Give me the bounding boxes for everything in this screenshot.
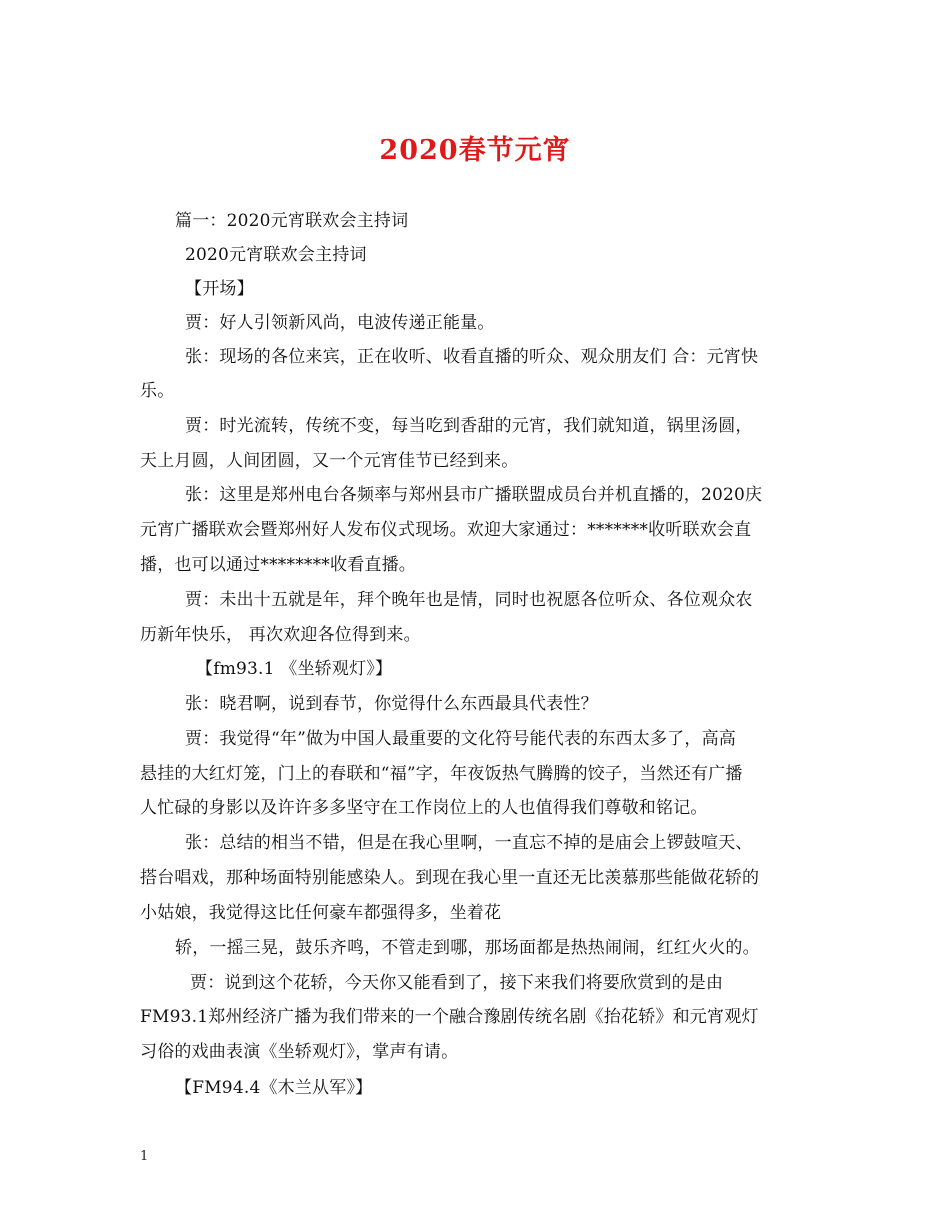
text-line: 小姑娘，我觉得这比任何豪车都强得多，坐着花	[140, 903, 502, 923]
page-number: 1	[140, 1149, 149, 1164]
text-line: 轿，一摇三晃，鼓乐齐鸣，不管走到哪，那场面都是热热闹闹，红红火火的。	[175, 938, 760, 958]
text-line: 贾：好人引领新风尚，电波传递正能量。	[185, 313, 495, 333]
text-line: 元宵广播联欢会暨郑州好人发布仪式现场。欢迎大家通过：*******收听联欢会直	[140, 520, 752, 540]
text-line: 习俗的戏曲表演《坐轿观灯》，掌声有请。	[140, 1042, 459, 1062]
text-line: 张：这里是郑州电台各频率与郑州县市广播联盟成员台并机直播的，2020庆	[185, 485, 763, 505]
text-line: 张：总结的相当不错，但是在我心里啊，一直忘不掉的是庙会上锣鼓喧天、	[185, 833, 753, 853]
text-line: 张：晓君啊，说到春节，你觉得什么东西最具代表性？	[185, 694, 598, 714]
text-line: 【FM94.4《木兰从军》】	[175, 1078, 373, 1098]
text-line: 张：现场的各位来宾，正在收听、收看直播的听众、观众朋友们 合：元宵快	[185, 347, 759, 367]
text-line: 【开场】	[185, 279, 254, 299]
text-line: 播，也可以通过********收看直播。	[140, 555, 416, 575]
text-line: 贾：时光流转，传统不变，每当吃到香甜的元宵，我们就知道，锅里汤圆，	[185, 416, 753, 436]
text-line: 搭台唱戏，那种场面特别能感染人。到现在我心里一直还无比羡慕那些能做花轿的	[140, 868, 760, 888]
text-line: 2020元宵联欢会主持词	[185, 245, 367, 265]
text-line: 篇一：2020元宵联欢会主持词	[175, 211, 409, 231]
text-line: 贾：我觉得“年”做为中国人最重要的文化符号能代表的东西太多了，高高	[185, 729, 736, 749]
document-title: 2020春节元宵	[379, 135, 571, 166]
text-line: 天上月圆，人间团圆，又一个元宵佳节已经到来。	[140, 451, 519, 471]
text-line: 贾：未出十五就是年，拜个晚年也是情，同时也祝愿各位听众、各位观众农	[185, 590, 753, 610]
text-line: FM93.1郑州经济广播为我们带来的一个融合豫剧传统名剧《抬花轿》和元宵观灯	[140, 1007, 759, 1027]
text-line: 【fm93.1 《坐轿观灯》】	[196, 659, 393, 679]
text-line: 贾：说到这个花轿，今天你又能看到了，接下来我们将要欣赏到的是由	[190, 973, 724, 993]
text-line: 悬挂的大红灯笼，门上的春联和“福”字，年夜饭热气腾腾的饺子，当然还有广播	[140, 764, 743, 784]
text-line: 乐。	[140, 381, 175, 401]
text-line: 历新年快乐， 再次欢迎各位得到来。	[140, 625, 421, 645]
text-line: 人忙碌的身影以及许许多多坚守在工作岗位上的人也值得我们尊敬和铭记。	[140, 798, 708, 818]
